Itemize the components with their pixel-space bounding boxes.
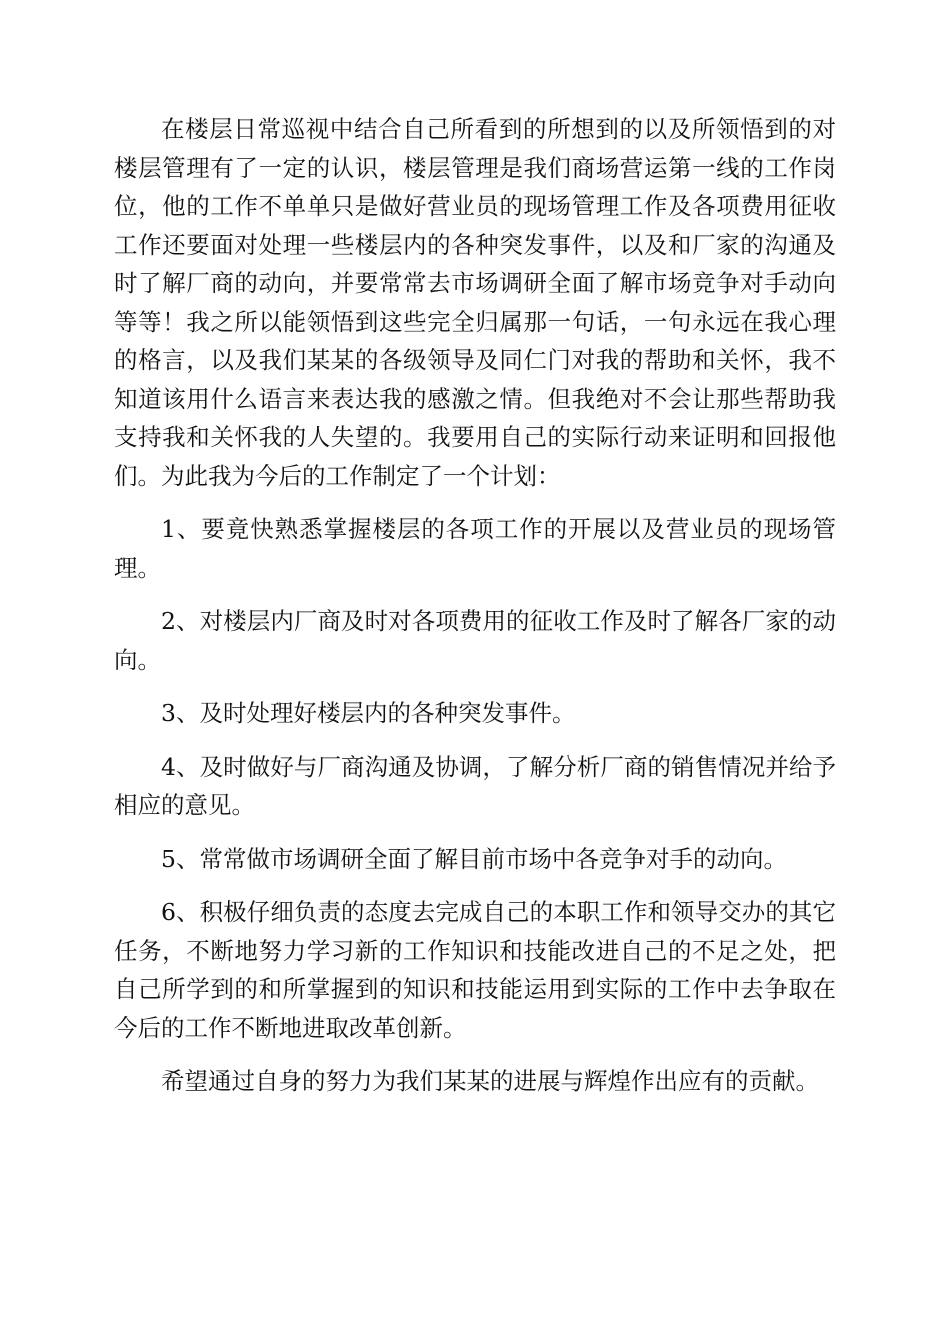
plan-item-2: 2、对楼层内厂商及时对各项费用的征收工作及时了解各厂家的动向。 [114, 607, 836, 674]
plan-item-3: 3、及时处理好楼层内的各种突发事件。 [161, 699, 576, 727]
plan-item-1: 1、要竟快熟悉掌握楼层的各项工作的开展以及营业员的现场管理。 [114, 515, 836, 582]
intro-paragraph: 在楼层日常巡视中结合自己所看到的所想到的以及所领悟到的对楼层管理有了一定的认识，楼层管理是我们商场营运第一线的工作岗位，他的工作不单单只是做好营业员的现场管理工作及各项费用征收工作还要面对处理一些楼层内的各种突发事件，以及和厂家的沟通及时了解厂商的动向，并要常常去市场调研全面了解市场竞争对手动向等等！我之所以能领悟到这些完全归属那一句话，一句永远在我心理的格言，以及我们某某的各级领导及同仁门对我的帮助和关怀，我不知道该用什么语言来表达我的感激之情。但我绝对不会让那些帮助我支持我和关怀我的人失望的。我要用自己的实际行动来证明和回报他们。为此我为今后的工作制定了一个计划： [114, 115, 836, 490]
closing-paragraph: 希望通过自身的努力为我们某某的进展与辉煌作出应有的贡献。 [161, 1067, 819, 1095]
plan-item-4: 4、及时做好与厂商沟通及协调，了解分析厂商的销售情况并给予相应的意见。 [114, 752, 836, 819]
document-body [114, 110, 836, 1116]
plan-item-5: 5、常常做市场调研全面了解目前市场中各竞争对手的动向。 [161, 844, 787, 873]
plan-item-6: 6、积极仔细负责的态度去完成自己的本职工作和领导交办的其它任务，不断地努力学习新的工作知识和技能改进自己的不足之处，把自己所学到的和所掌握到的知识和技能运用到实际的工作中去争取在今后的工作不断地进取改革创新。 [114, 898, 836, 1042]
